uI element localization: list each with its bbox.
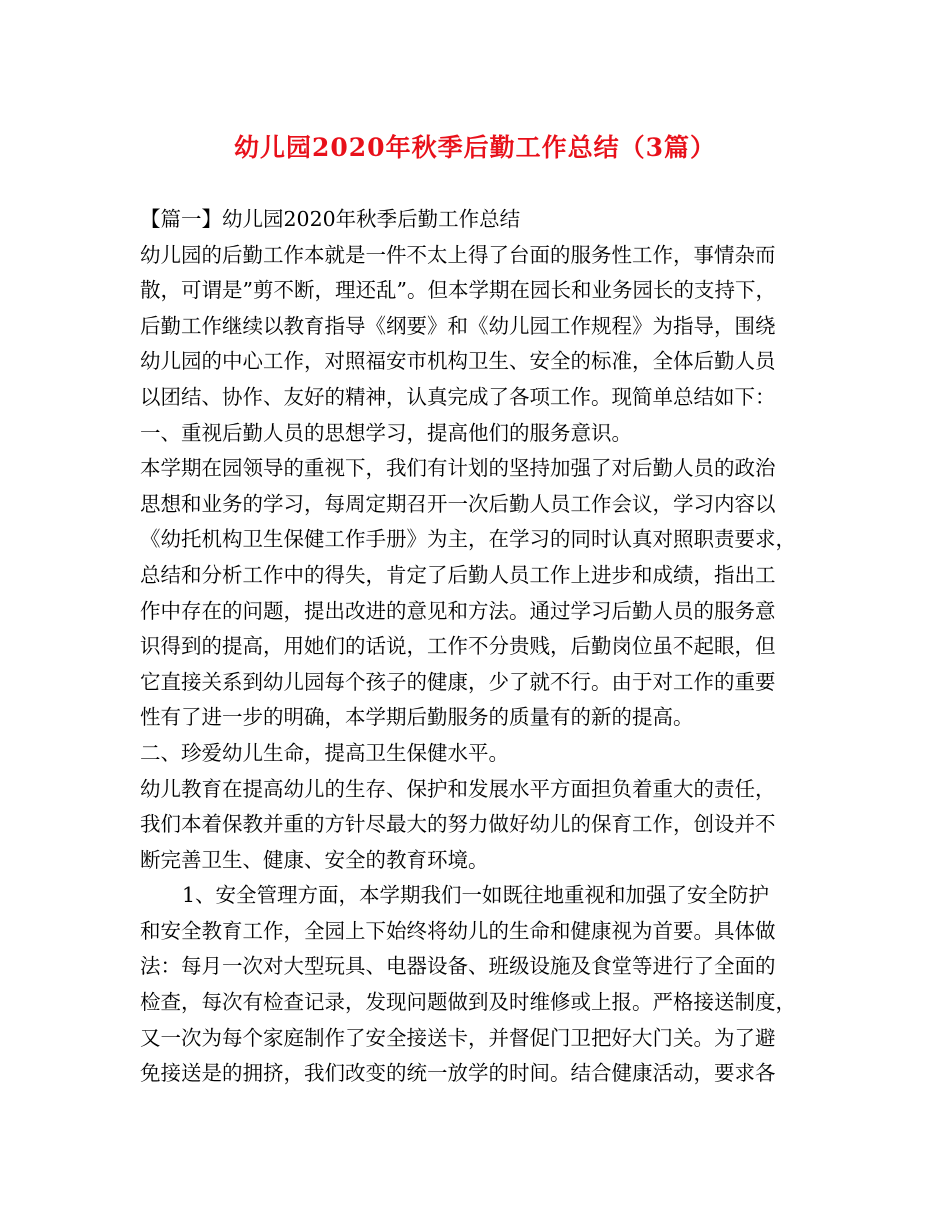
text-line: 幼儿园的后勤工作本就是一件不太上得了台面的服务性工作，事情杂而 bbox=[140, 242, 776, 267]
text-line: 免接送是的拥挤，我们改变的统一放学的时间。结合健康活动，要求各 bbox=[140, 1061, 776, 1086]
text-line: 【篇一】幼儿园2020年秋季后勤工作总结 bbox=[140, 207, 521, 231]
text-line: 又一次为每个家庭制作了安全接送卡，并督促门卫把好大门关。为了避 bbox=[140, 1025, 776, 1050]
text-line: 性有了进一步的明确，本学期后勤服务的质量有的新的提高。 bbox=[140, 705, 694, 730]
text-line: 断完善卫生、健康、安全的教育环境。 bbox=[140, 847, 489, 872]
text-line: 总结和分析工作中的得失，肯定了后勤人员工作上进步和成绩，指出工 bbox=[140, 562, 776, 587]
text-line: 幼儿教育在提高幼儿的生存、保护和发展水平方面担负着重大的责任， bbox=[140, 776, 776, 801]
document-title: 幼儿园2020年秋季后勤工作总结（3篇） bbox=[234, 133, 716, 162]
text-line: 我们本着保教并重的方针尽最大的努力做好幼儿的保育工作，创设并不 bbox=[140, 812, 776, 837]
section-heading: 二、珍爱幼儿生命，提高卫生保健水平。 bbox=[140, 740, 509, 765]
text-line: 思想和业务的学习，每周定期召开一次后勤人员工作会议，学习内容以 bbox=[140, 491, 776, 516]
text-line: 幼儿园的中心工作，对照福安市机构卫生、安全的标准，全体后勤人员 bbox=[140, 349, 776, 374]
text-line: 以团结、协作、友好的精神，认真完成了各项工作。现简单总结如下： bbox=[140, 384, 776, 409]
text-line: 它直接关系到幼儿园每个孩子的健康，少了就不行。由于对工作的重要 bbox=[140, 669, 776, 694]
text-line: 检查，每次有检查记录，发现问题做到及时维修或上报。严格接送制度， bbox=[140, 990, 796, 1015]
text-line: 作中存在的问题，提出改进的意见和方法。通过学习后勤人员的服务意 bbox=[140, 598, 776, 623]
text-line: 《幼托机构卫生保健工作手册》为主，在学习的同时认真对照职责要求， bbox=[140, 527, 796, 552]
section-heading: 一、重视后勤人员的思想学习，提高他们的服务意识。 bbox=[140, 420, 632, 445]
text-line: 散，可谓是”剪不断，理还乱”。但本学期在园长和业务园长的支持下， bbox=[140, 278, 776, 303]
text-line-indented: 1、安全管理方面，本学期我们一如既往地重视和加强了安全防护 bbox=[182, 883, 770, 908]
text-line: 识得到的提高，用她们的话说，工作不分贵贱，后勤岗位虽不起眼，但 bbox=[140, 634, 776, 659]
document-body bbox=[140, 202, 820, 1092]
text-line: 后勤工作继续以教育指导《纲要》和《幼儿园工作规程》为指导，围绕 bbox=[140, 313, 776, 338]
text-line: 和安全教育工作，全园上下始终将幼儿的生命和健康视为首要。具体做 bbox=[140, 918, 776, 943]
text-line: 本学期在园领导的重视下，我们有计划的坚持加强了对后勤人员的政治 bbox=[140, 456, 776, 481]
text-line: 法：每月一次对大型玩具、电器设备、班级设施及食堂等进行了全面的 bbox=[140, 954, 776, 979]
